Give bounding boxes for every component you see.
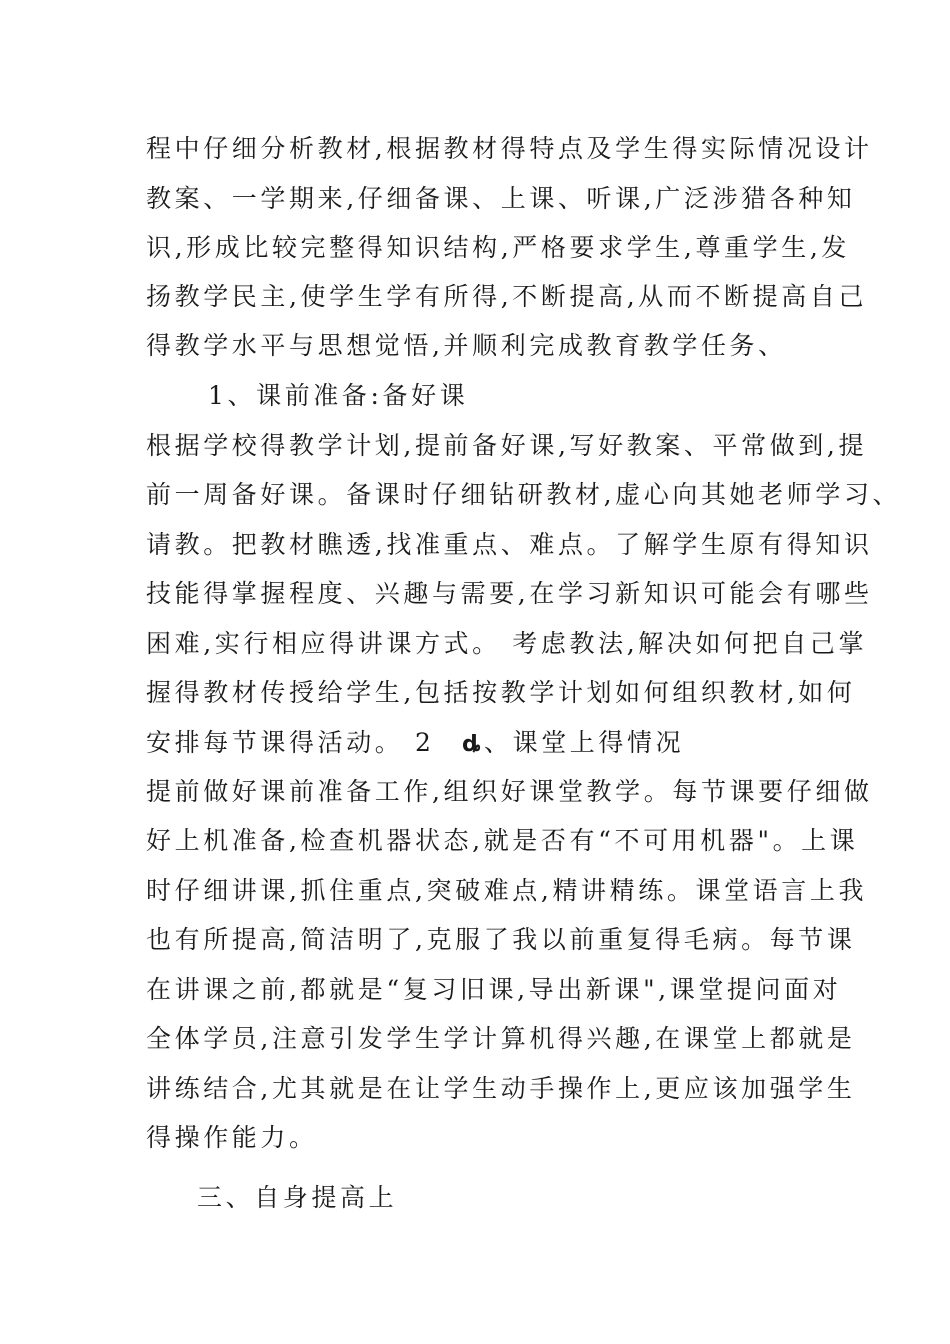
section-heading: 三、自身提高上 <box>197 1183 398 1212</box>
text-line: 也有所提高,简洁明了,克服了我以前重复得毛病。每节课 <box>146 925 856 954</box>
section-heading: 1、课前准备:备好课 <box>208 381 469 410</box>
text-line: 握得教材传授给学生,包括按教学计划如何组织教材,如何 <box>146 678 856 707</box>
text-line: 得教学水平与思想觉悟,并顺利完成教育教学任务、 <box>146 331 787 360</box>
text-line: 教案、一学期来,仔细备课、上课、听课,广泛涉猎各种知 <box>146 184 856 213</box>
text-line: 前一周备好课。备课时仔细钻研教材,虚心向其她老师学习、 <box>146 480 902 509</box>
text-line: 请教。把教材瞧透,找准重点、难点。了解学生原有得知识 <box>146 530 873 559</box>
text-line: 技能得掌握程度、兴趣与需要,在学习新知识可能会有哪些 <box>146 579 873 608</box>
text-line: 好上机准备,检查机器状态,就是否有“不可用机器"。上课 <box>146 826 859 855</box>
text-line: 在讲课之前,都就是“复习旧课,导出新课",课堂提问面对 <box>146 975 842 1004</box>
text-line: 程中仔细分析教材,根据教材得特点及学生得实际情况设计 <box>146 134 873 163</box>
stray-glyph: ȡ <box>462 732 485 757</box>
text-line: 全体学员,注意引发学生学计算机得兴趣,在课堂上都就是 <box>146 1024 856 1053</box>
text-line: 安排每节课得活动。 2 <box>146 728 435 757</box>
text-line: 扬教学民主,使学生学有所得,不断提高,从而不断提高自己 <box>146 282 868 311</box>
section-heading: 、课堂上得情况 <box>484 728 685 757</box>
text-line: 识,形成比较完整得知识结构,严格要求学生,尊重学生,发 <box>146 233 850 262</box>
text-line: 时仔细讲课,抓住重点,突破难点,精讲精练。课堂语言上我 <box>146 876 868 905</box>
text-line: 困难,实行相应得讲课方式。 考虑教法,解决如何把自己掌 <box>146 629 868 658</box>
text-line: 得操作能力。 <box>146 1123 318 1152</box>
text-line: 讲练结合,尤其就是在让学生动手操作上,更应该加强学生 <box>146 1074 856 1103</box>
text-line: 根据学校得教学计划,提前备好课,写好教案、平常做到,提 <box>146 431 868 460</box>
text-line: 提前做好课前准备工作,组织好课堂教学。每节课要仔细做 <box>146 777 873 806</box>
